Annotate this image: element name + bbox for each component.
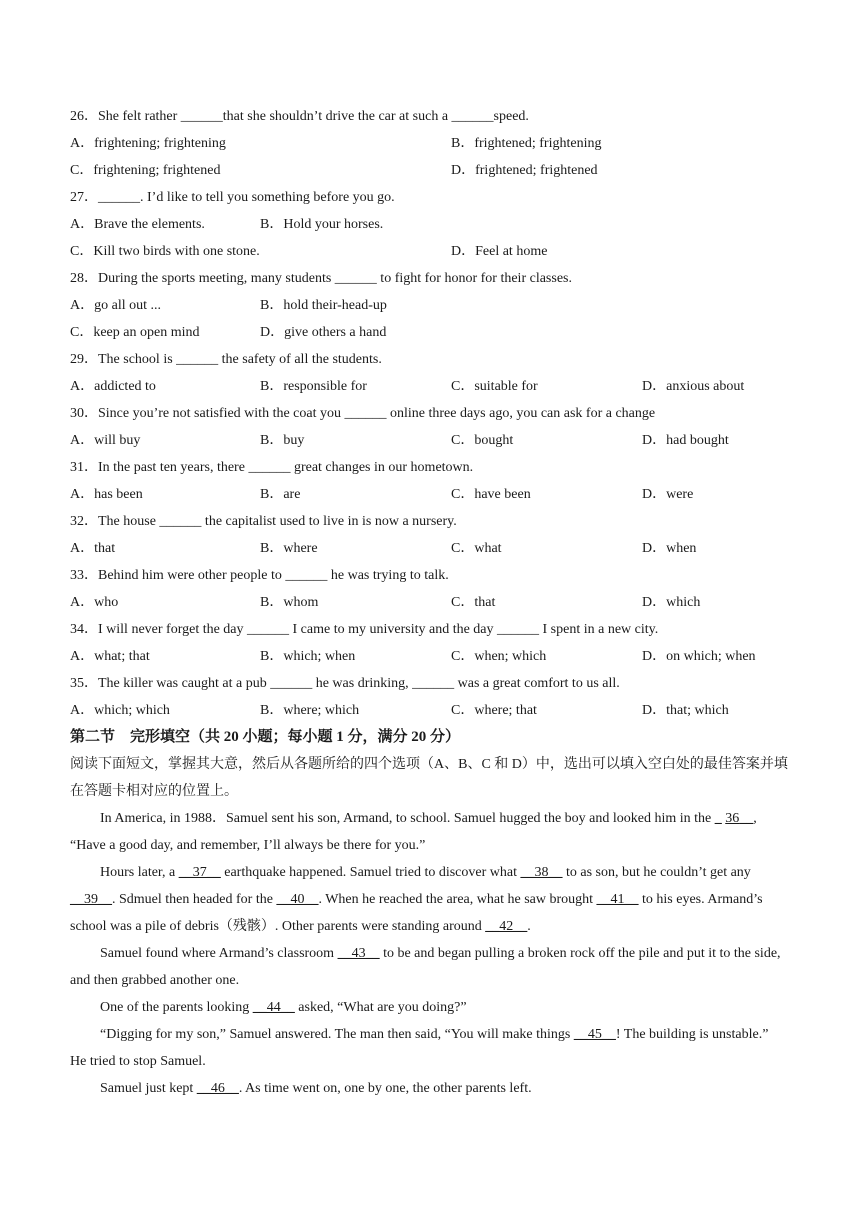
option-d: D．which (642, 595, 701, 610)
passage-paragraph (70, 805, 788, 859)
blank-number: __46__ (196, 1081, 239, 1096)
option-a: A．that (70, 541, 116, 556)
blank-number: __39__ (70, 892, 112, 907)
question-26-stem: 26．She felt rather ______that she shouldn’t drive the car at such a ______speed. (70, 109, 529, 124)
passage-paragraph (70, 1075, 788, 1102)
passage-text: Samuel just kept (100, 1081, 197, 1096)
blank-number: __40__ (276, 892, 319, 907)
passage-text: to his eyes. Armand’s school was a pile of debris（残骸）. Other parents were standing around (70, 892, 763, 934)
option-b: B．where (260, 541, 318, 556)
blank-number: __ (739, 811, 754, 826)
option-a: A．who (70, 595, 119, 610)
question-26-options-row-1 (70, 130, 790, 157)
option-d: D．frightened; frightened (451, 163, 598, 178)
option-a: A．Brave the elements. (70, 217, 205, 232)
option-a: A．which; which (70, 703, 170, 718)
option-d: D．anxious about (642, 379, 745, 394)
option-a: A．go all out ... (70, 298, 161, 313)
question-28-stem: 28．During the sports meeting, many students ______ to fight for honor for their classes. (70, 271, 572, 286)
passage-text: earthquake happened. Samuel tried to discover what (220, 865, 521, 880)
passage-paragraph (70, 940, 788, 994)
option-d: D．on which; when (642, 649, 756, 664)
option-d: D．had bought (642, 433, 729, 448)
option-c: C．what (451, 541, 502, 556)
question-26-options-row-2 (70, 157, 790, 184)
option-c: C．bought (451, 433, 514, 448)
option-c: C．keep an open mind (70, 325, 200, 340)
blank-number: __42__ (485, 919, 528, 934)
passage-text: Hours later, a (100, 865, 179, 880)
blank-number: 36 (725, 811, 740, 826)
question-29-options (70, 373, 790, 400)
option-c: C．Kill two birds with one stone. (70, 244, 260, 259)
question-30-options (70, 427, 790, 454)
option-c: C．when; which (451, 649, 547, 664)
passage-text: One of the parents looking (100, 1000, 253, 1015)
option-d: D．were (642, 487, 694, 502)
passage-text: . When he reached the area, what he saw brought (318, 892, 597, 907)
question-32-options (70, 535, 790, 562)
option-c: C．have been (451, 487, 531, 502)
option-b: B．frightened; frightening (451, 136, 602, 151)
passage-text: Samuel found where Armand’s classroom (100, 946, 338, 961)
option-d: D．give others a hand (260, 325, 387, 340)
option-c: C．suitable for (451, 379, 538, 394)
passage-text: . Sdmuel then headed for the (112, 892, 277, 907)
option-a: A．will buy (70, 433, 141, 448)
question-28-options-row-1 (70, 292, 790, 319)
question-32-stem: 32．The house ______ the capitalist used to live in is now a nursery. (70, 514, 457, 529)
option-d: D．Feel at home (451, 244, 548, 259)
question-29-stem: 29．The school is ______ the safety of all the students. (70, 352, 382, 367)
blank-number: _ (714, 811, 722, 826)
passage-paragraph (70, 1021, 788, 1075)
blank-number: __44__ (252, 1000, 295, 1015)
question-27-options-row-2 (70, 238, 790, 265)
passage-text: In America, in 1988．Samuel sent his son, Armand, to school. Samuel hugged the boy and looked him in the (100, 811, 715, 826)
section-instructions: 阅读下面短文，掌握其大意，然后从各题所给的四个选项（A、B、C 和 D）中，选出可以填入空白处的最佳答案并填在答题卡相对应的位置上。 (70, 757, 788, 799)
blank-number: __43__ (337, 946, 380, 961)
passage-text: ! The building is unstable.” He tried to stop Samuel. (70, 1027, 769, 1069)
question-35-options (70, 697, 790, 724)
option-b: B．hold their-head-up (260, 298, 387, 313)
option-a: A．has been (70, 487, 143, 502)
question-30-stem: 30．Since you’re not satisfied with the coat you ______ online three days ago, you can ask for a change (70, 406, 656, 421)
option-b: B．Hold your horses. (260, 217, 384, 232)
question-31-stem: 31．In the past ten years, there ______ great changes in our hometown. (70, 460, 474, 475)
option-b: B．whom (260, 595, 319, 610)
option-b: B．are (260, 487, 301, 502)
passage-text: . (527, 919, 531, 934)
question-34-stem: 34．I will never forget the day ______ I came to my university and the day ______ I spent in a new city. (70, 622, 659, 637)
option-d: D．that; which (642, 703, 729, 718)
question-33-stem: 33．Behind him were other people to ______ he was trying to talk. (70, 568, 449, 583)
option-c: C．where; that (451, 703, 537, 718)
passage-text: to be and began pulling a broken rock off the pile and put it to the side, and then grabbed another one. (70, 946, 781, 988)
option-b: B．responsible for (260, 379, 367, 394)
blank-number: __45__ (573, 1027, 616, 1042)
question-33-options (70, 589, 790, 616)
blank-number: __37__ (178, 865, 221, 880)
question-35-stem: 35．The killer was caught at a pub ______ he was drinking, ______ was a great comfort to us all. (70, 676, 620, 691)
blank-number: __38__ (520, 865, 563, 880)
passage-text: asked, “What are you doing?” (294, 1000, 467, 1015)
option-a: A．frightening; frightening (70, 136, 226, 151)
option-a: A．addicted to (70, 379, 156, 394)
option-d: D．when (642, 541, 697, 556)
question-34-options (70, 643, 790, 670)
passage-text: . As time went on, one by one, the other parents left. (238, 1081, 532, 1096)
option-c: C．frightening; frightened (70, 163, 221, 178)
question-28-options-row-2 (70, 319, 790, 346)
option-b: B．which; when (260, 649, 356, 664)
option-c: C．that (451, 595, 496, 610)
option-a: A．what; that (70, 649, 150, 664)
passage-text: “Digging for my son,” Samuel answered. The man then said, “You will make things (100, 1027, 574, 1042)
passage-paragraph (70, 994, 788, 1021)
passage-paragraph (70, 859, 788, 940)
section-title: 第二节 完形填空（共 20 小题；每小题 1 分，满分 20 分） (70, 729, 461, 745)
question-27-options-row-1 (70, 211, 790, 238)
option-b: B．buy (260, 433, 305, 448)
passage-text: , “Have a good day, and remember, I’ll always be there for you.” (70, 811, 757, 853)
question-31-options (70, 481, 790, 508)
question-27-stem: 27．______. I’d like to tell you something before you go. (70, 190, 395, 205)
passage-text: to as son, but he couldn’t get any (562, 865, 751, 880)
blank-number: __41__ (596, 892, 639, 907)
option-b: B．where; which (260, 703, 360, 718)
